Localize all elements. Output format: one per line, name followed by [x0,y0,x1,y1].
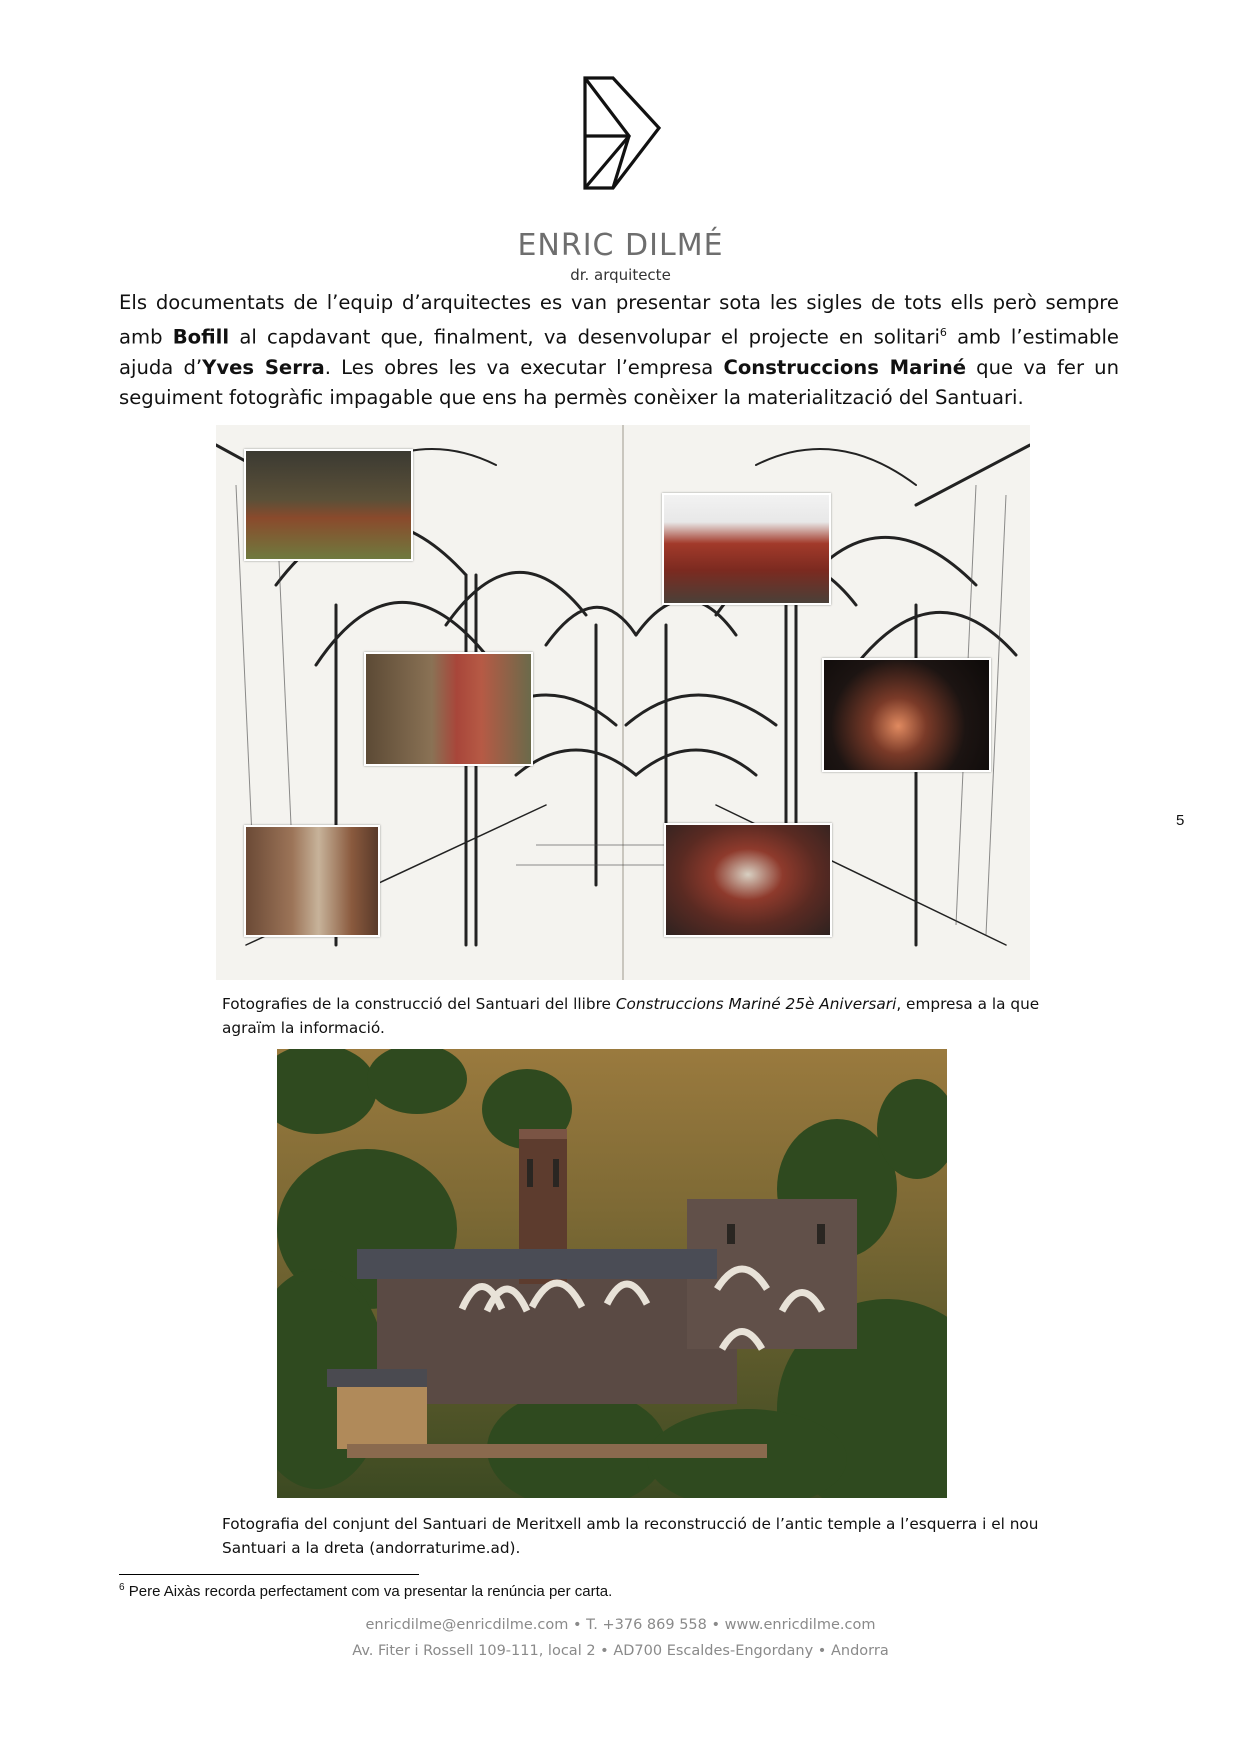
construction-photo-arcade [244,825,380,937]
name-bofill: Bofill [172,325,230,349]
brand-name: ENRIC DILMÉ [517,228,724,263]
brand-subtitle: dr. arquitecte [570,266,671,284]
sanctuary-aerial-photo [277,1049,947,1498]
figure1-caption: Fotografies de la construcció del Santuari del llibre Construccions Mariné 25è Aniversari, empresa a la que agraïm la informació. [222,995,1040,1037]
name-construccions-marine: Construccions Mariné [723,355,966,379]
figure2-caption: Fotografia del conjunt del Santuari de Meritxell amb la reconstrucció de l’antic temple a l’esquerra i el nou Santuari a la dreta (andorraturime.ad). [222,1515,1039,1557]
footer-contact: enricdilme@enricdilme.com • T. +376 869 558 • www.enricdilme.com [365,1617,876,1633]
intro-paragraph: Els documentats de l’equip d’arquitectes es van presentar sota les sigles de tots ells però sempre amb Bofill al capdavant que, finalment, va desenvolupar el projecte en solitari$^6$ amb l’estimable ajuda d’Yves Serra. Les obres les va executar l’empresa Construccions Mariné que va fer un seguiment fotogràfic impagable que ens ha permès conèixer la materialització del Santuari. [119,291,1120,409]
construction-photo-vaults [662,493,831,605]
footnote-ref[interactable]: 6 [939,326,947,339]
construction-photos-figure [216,425,1030,980]
construction-photo-tower [364,652,533,766]
page-number: 5 [1176,812,1185,829]
construction-photo-crane [244,449,413,561]
footnote-rule [119,1574,419,1575]
name-yves-serra: Yves Serra [202,355,325,379]
construction-photo-night [822,658,991,772]
footnote: $^6$ Pere Aixàs recorda perfectament com va presentar la renúncia per carta. [119,1582,613,1600]
construction-photo-interior [664,823,832,937]
enric-dilme-logo [583,76,663,191]
footer-address: Av. Fiter i Rossell 109-111, local 2 • AD700 Escaldes-Engordany • Andorra [352,1643,889,1659]
